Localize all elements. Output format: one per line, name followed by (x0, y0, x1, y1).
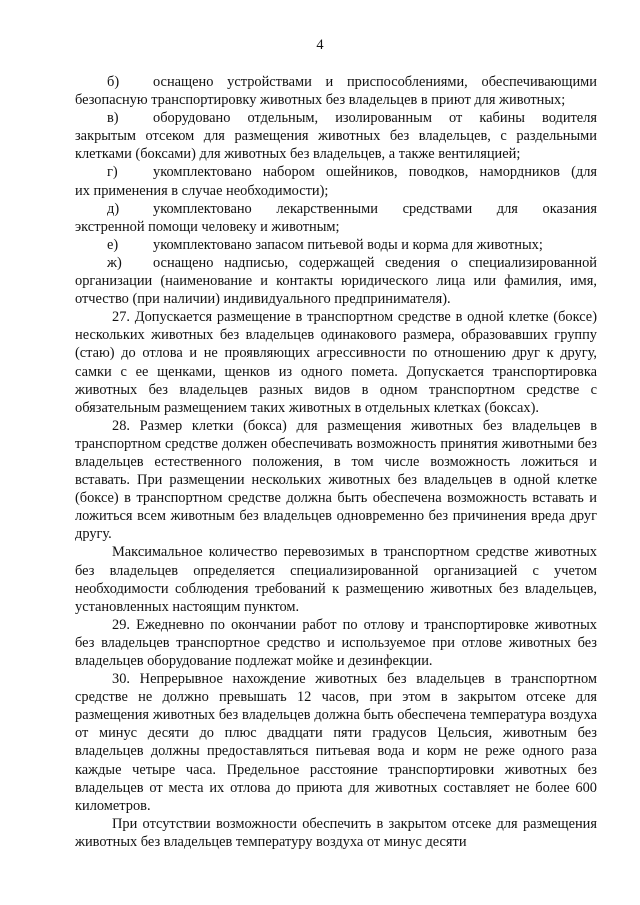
list-item-text: оснащено надписью, содержащей сведения о специализированной (153, 254, 597, 271)
paragraph-30: 30. Непрерывное нахождение животных без владельцев в транспортном средстве не должно превышать 12 часов, при этом в закрытом отсеке для размещения животных без владельцев должна быть обеспечена температура воздуха от минус десяти до плюс двадцати пяти градусов Цельсия, животным без владельцев должны предоставляться питьевая вода и корм не реже одного раза каждые четыре часа. Предельное расстояние транспортировки животных без владельцев от места их отлова до приюта для животных составляет не более 600 километров. (75, 671, 597, 814)
list-item-text: укомплектовано лекарственными средствами для оказания (153, 200, 597, 217)
paragraph-29: 29. Ежедневно по окончании работ по отлову и транспортировке животных без владельцев транспортное средство и используемое при отлове животных без владельцев оборудование подлежат мойке и дезинфекции. (75, 616, 597, 669)
list-marker: е) (107, 236, 119, 253)
list-item-zh (75, 254, 597, 308)
list-item-continuation: закрытым отсеком для размещения животных без владельцев, с раздельными клетками (боксами) для животных без владельцев, а также вентиляцией; (75, 128, 597, 163)
list-item-text: оснащено устройствами и приспособлениями, обеспечивающими (153, 74, 597, 90)
list-item-continuation: их применения в случае необходимости); (75, 182, 329, 199)
list-item-e (75, 236, 597, 254)
list-item-d (75, 200, 597, 236)
list-item-text: укомплектовано запасом питьевой воды и корма для животных; (153, 236, 543, 253)
document-body (75, 73, 597, 851)
list-marker: б) (107, 74, 120, 90)
list-item-continuation: безопасную транспортировку животных без владельцев в приют для животных; (75, 92, 566, 109)
list-marker: ж) (107, 254, 122, 271)
list-item-g (75, 163, 597, 199)
paragraph-28: 28. Размер клетки (бокса) для размещения животных без владельцев в транспортном средстве должен обеспечивать возможность принятия животными без владельцев естественного положения, в том числе возможность ложиться и вставать. При размещении нескольких животных без владельцев в одной клетке (боксе) в транспортном средстве должна быть обеспечена возможность вставать и ложиться всем животным без владельцев одновременно без причинения вреда друг другу. (75, 417, 597, 543)
list-item-v (75, 109, 597, 163)
paragraph-27: 27. Допускается размещение в транспортном средстве в одной клетке (боксе) нескольких животных без владельцев одинакового размера, образовавших группу (стаю) до отлова и не проявляющих агрессивности по отношению друг к другу, самки с ее щенками, щенков из одного помета. Допускается транспортировка животных без владельцев разных видов в одном транспортном средстве с обязательным размещением таких животных в отдельных клетках (боксах). (75, 309, 597, 416)
page-number: 4 (316, 37, 324, 53)
list-marker: д) (107, 200, 120, 217)
list-marker: в) (107, 110, 119, 127)
list-item-b (75, 73, 597, 109)
list-marker: г) (107, 164, 118, 181)
paragraph-30-continued: При отсутствии возможности обеспечить в закрытом отсеке для размещения животных без владельцев температуру воздуха от минус десяти (75, 815, 597, 850)
paragraph-28-max-quantity: Максимальное количество перевозимых в транспортном средстве животных без владельцев определяется специализированной организацией с учетом необходимости соблюдения требований к размещению животных без владельцев, установленных настоящим пунктом. (75, 544, 597, 615)
list-item-continuation: экстренной помощи человеку и животным; (75, 218, 340, 235)
list-item-continuation: организации (наименование и контакты юридического лица или фамилия, имя, отчество (при наличии) индивидуального предпринимателя). (75, 273, 597, 308)
list-item-text: оборудовано отдельным, изолированным от кабины водителя (153, 110, 597, 127)
list-item-text: укомплектовано набором ошейников, поводков, намордников (для (153, 164, 597, 181)
